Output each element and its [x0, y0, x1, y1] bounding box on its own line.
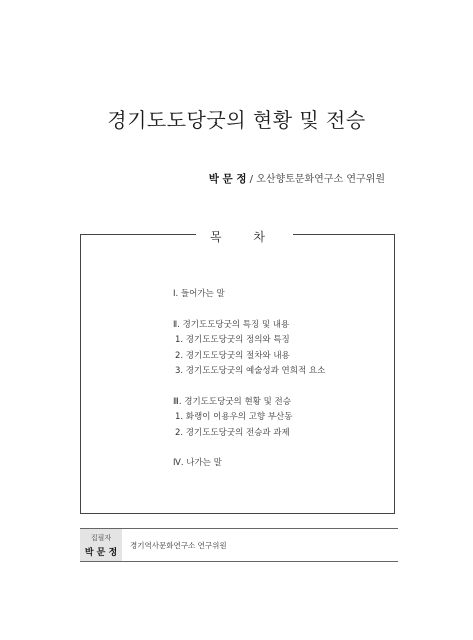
toc-section-heading: Ⅳ. 나가는 말 — [173, 458, 222, 468]
toc-subitem: 3. 경기도도당굿의 예술성과 연희적 요소 — [175, 366, 326, 376]
footer-author-name: 박 문 정 — [84, 548, 118, 558]
footer-affiliation: 경기역사문화연구소 연구위원 — [130, 541, 227, 550]
footer-author-label — [80, 529, 122, 561]
toc-section-heading: Ⅰ. 들어가는 말 — [173, 289, 225, 299]
toc-section-heading: Ⅲ. 경기도도당굿의 현황 및 전승 — [173, 396, 291, 407]
footer-role-label: 집필자 — [90, 534, 112, 542]
toc-header — [81, 226, 394, 245]
toc-subitem: 2. 경기도도당굿의 전승과 과제 — [175, 427, 290, 438]
byline — [209, 170, 385, 186]
toc-list — [173, 287, 325, 472]
toc-subitem: 2. 경기도도당굿의 절차와 내용 — [175, 350, 290, 361]
toc-subitem: 1. 화랭이 이용우의 고향 부산동 — [175, 412, 293, 422]
toc-subitem: 1. 경기도도당굿의 정의와 특징 — [175, 335, 290, 345]
author-affiliation: / 오산향토문화연구소 연구위원 — [246, 174, 385, 185]
toc-header-label: 목 차 — [196, 230, 293, 244]
table-of-contents — [80, 230, 395, 514]
document-title: 경기도도당굿의 현황 및 전승 — [107, 108, 366, 132]
author-name: 박 문 정 — [208, 173, 247, 185]
author-footer — [80, 528, 398, 562]
toc-section-heading: Ⅱ. 경기도도당굿의 특징 및 내용 — [173, 319, 290, 330]
